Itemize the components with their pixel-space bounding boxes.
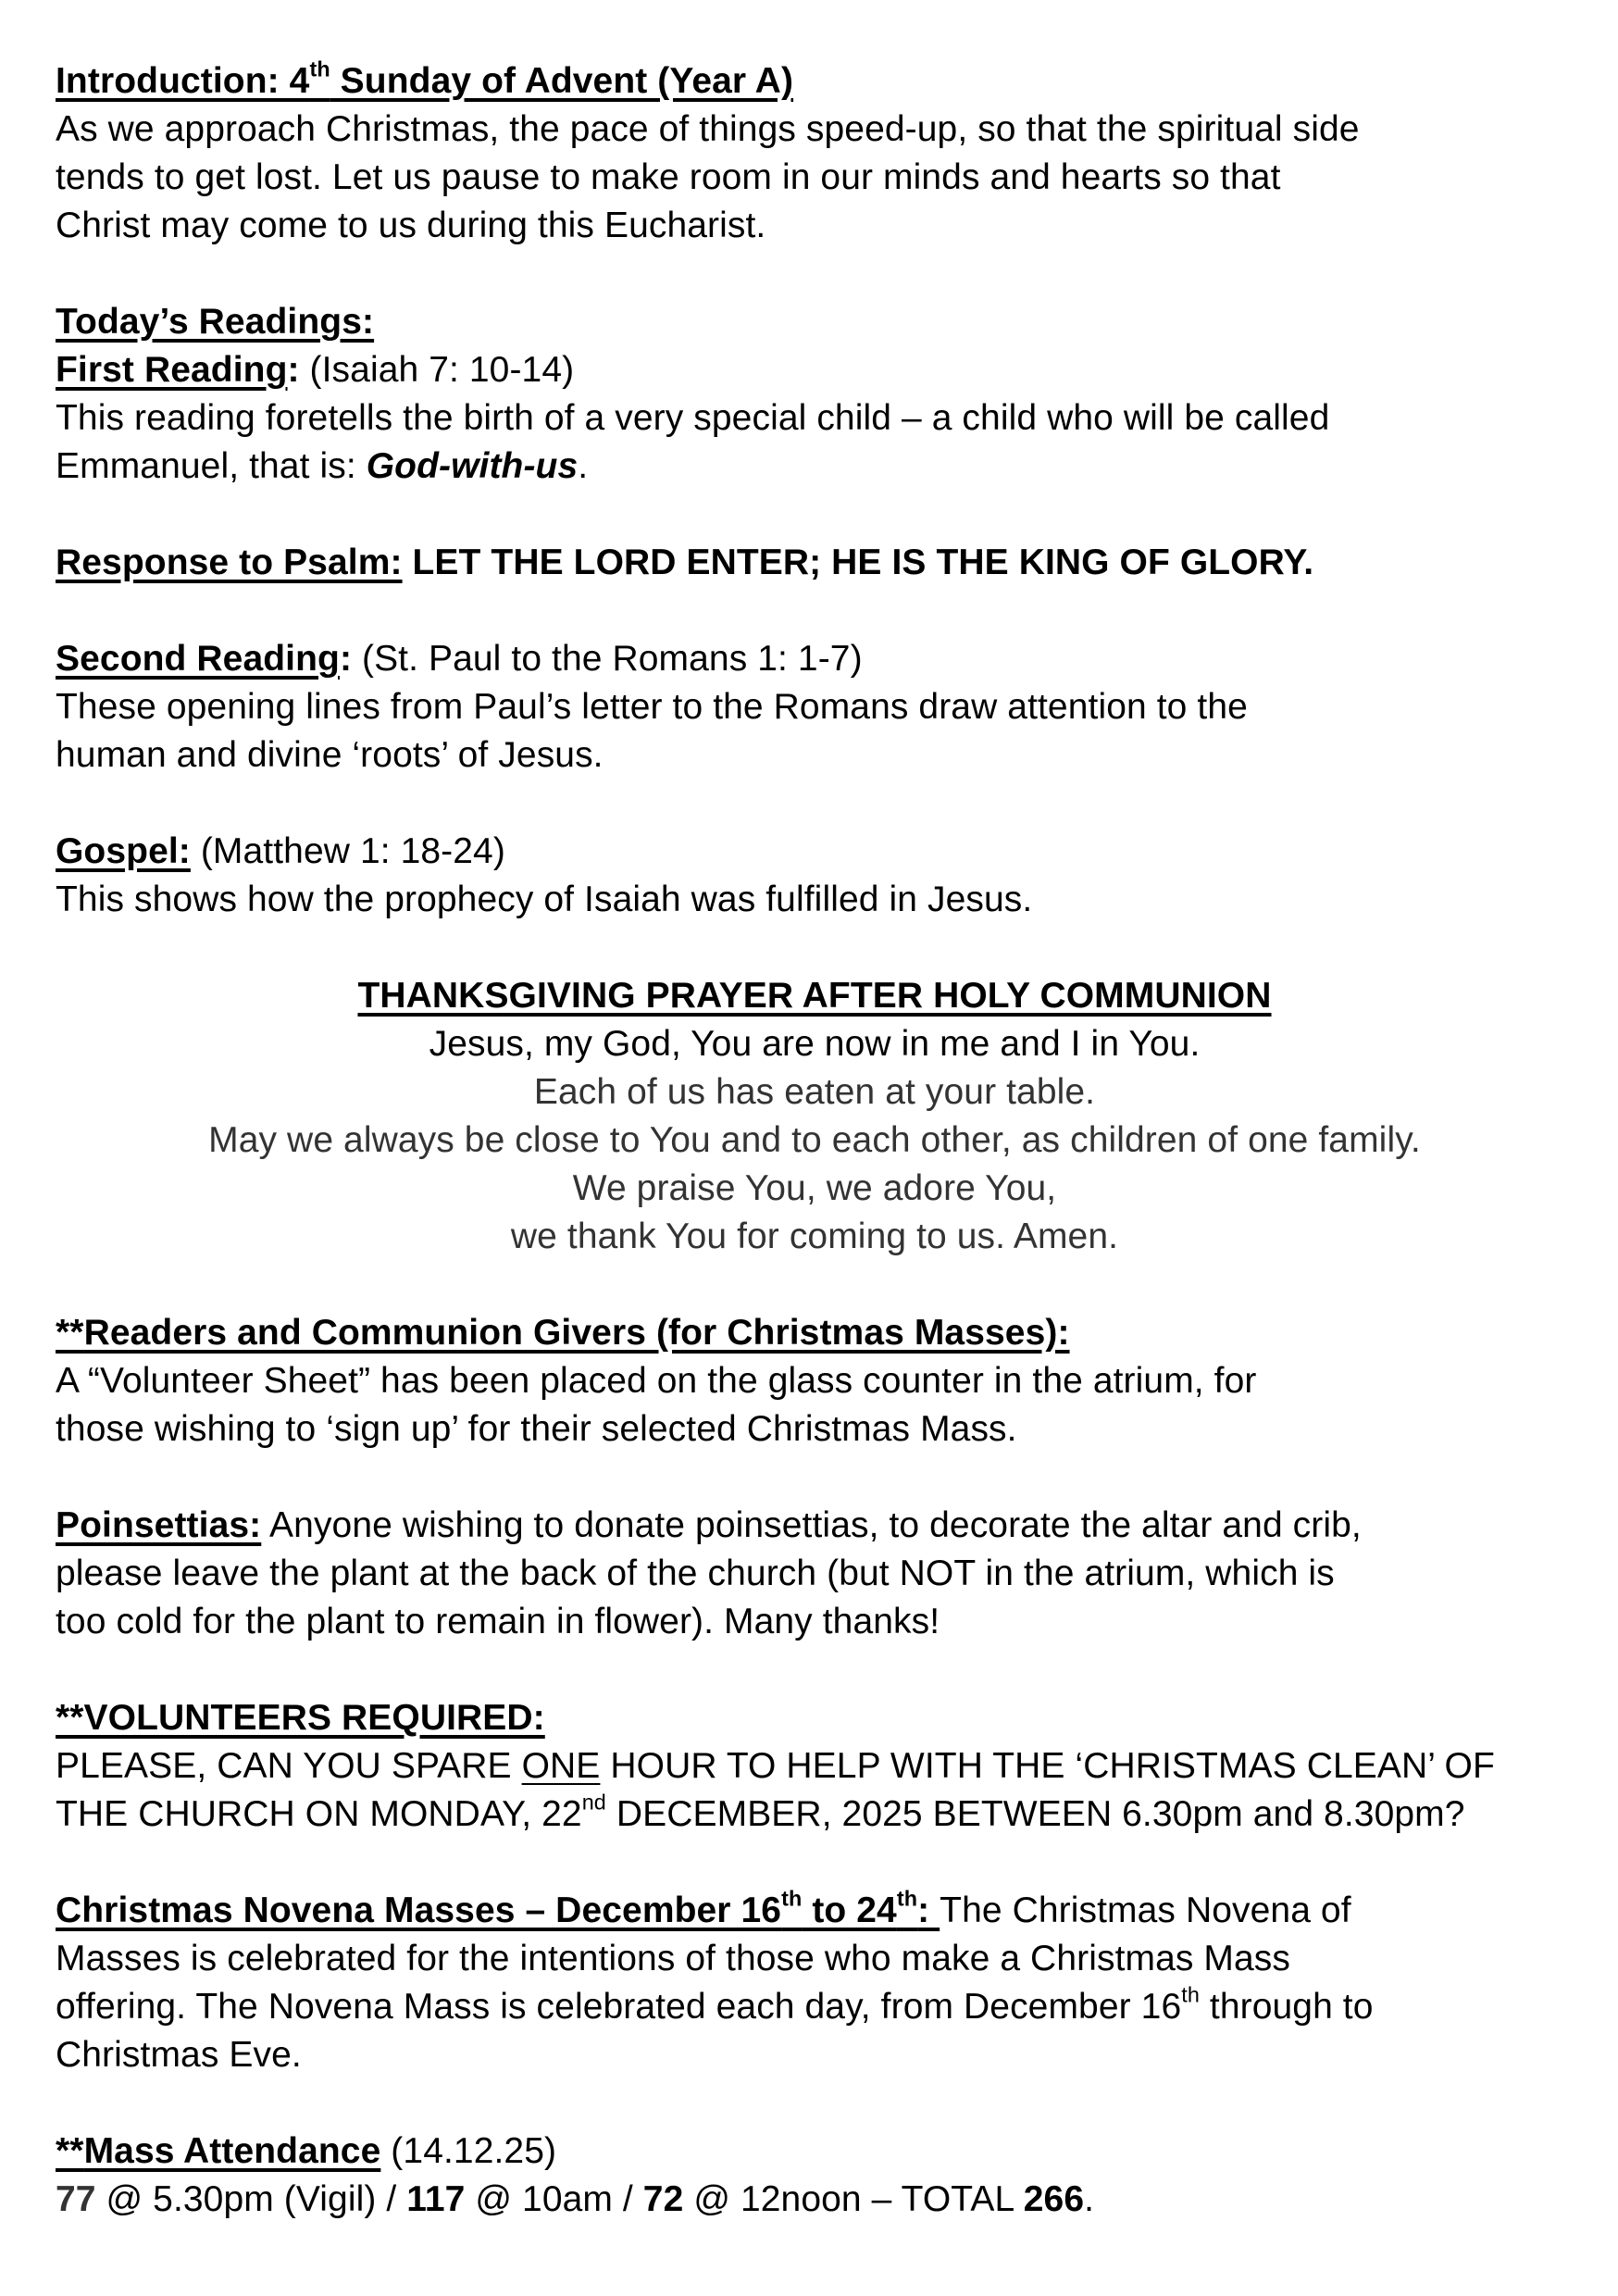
prayer-line: May we always be close to You and to each other, as children of one family. (208, 1120, 1421, 1160)
spacer (56, 1839, 1574, 1887)
poinsettias-line: too cold for the plant to remain in flower). Many thanks! (56, 1602, 940, 1641)
poinsettias-line: please leave the plant at the back of the church (but NOT in the atrium, which is (56, 1554, 1335, 1593)
second-reading-header: Second Reading: (St. Paul to the Romans 1: 1-7) (56, 639, 863, 679)
spacer (56, 587, 1574, 635)
novena-line: offering. The Novena Mass is celebrated each day, from December 16th through to (56, 1982, 1374, 2027)
first-reading-line: This reading foretells the birth of a very special child – a child who will be called (56, 398, 1330, 438)
first-reading-line: Emmanuel, that is: God-with-us. (56, 446, 589, 486)
spacer (56, 1646, 1574, 1694)
prayer-heading: THANKSGIVING PRAYER AFTER HOLY COMMUNION (357, 976, 1272, 1016)
prayer-line: We praise You, we adore You, (572, 1168, 1057, 1208)
introduction-section (56, 57, 1574, 250)
attendance-section (56, 2128, 1574, 2224)
readings-section (56, 298, 1574, 924)
first-reading-label: First Reading (56, 350, 288, 390)
readers-line: those wishing to ‘sign up’ for their selected Christmas Mass. (56, 1409, 1017, 1449)
attendance-total: 266 (1023, 2179, 1085, 2219)
readers-section (56, 1309, 1574, 1454)
first-reading-header: First Reading: (Isaiah 7: 10-14) (56, 350, 575, 390)
spacer (56, 491, 1574, 539)
psalm-label: Response to Psalm: (56, 543, 403, 582)
prayer-line: Jesus, my God, You are now in me and I in You. (429, 1024, 1201, 1064)
spacer (56, 924, 1574, 972)
volunteers-line: PLEASE, CAN YOU SPARE ONE HOUR TO HELP WITH THE ‘CHRISTMAS CLEAN’ OF (56, 1746, 1495, 1786)
attendance-count-12noon: 72 (642, 2179, 684, 2219)
attendance-date: (14.12.25) (380, 2131, 557, 2171)
novena-heading: Christmas Novena Masses – December 16th to 24th: (56, 1886, 940, 1930)
prayer-line: Each of us has eaten at your table. (533, 1072, 1096, 1112)
second-reading-line: human and divine ‘roots’ of Jesus. (56, 735, 604, 775)
psalm-response (56, 539, 1574, 587)
spacer (56, 2079, 1574, 2128)
second-reading-label: Second Reading (56, 639, 340, 679)
emphasis-one: ONE (521, 1746, 601, 1786)
spacer (56, 250, 1574, 298)
bulletin-page (56, 57, 1574, 2224)
readers-heading: **Readers and Communion Givers (for Christmas Masses): (56, 1313, 1070, 1353)
gospel-label: Gospel: (56, 831, 191, 871)
first-reading-reference: (Isaiah 7: 10-14) (299, 350, 575, 390)
novena-line: Masses is celebrated for the intentions of those who make a Christmas Mass (56, 1939, 1290, 1978)
introduction-line: As we approach Christmas, the pace of things speed-up, so that the spiritual side (56, 109, 1360, 149)
attendance-header (56, 2128, 1574, 2176)
novena-section (56, 1887, 1574, 2079)
poinsettias-section (56, 1502, 1574, 1646)
attendance-count-10am: 117 (406, 2179, 466, 2219)
thanksgiving-prayer-section (56, 972, 1574, 1261)
novena-line: Christmas Eve. (56, 2035, 302, 2075)
spacer (56, 1261, 1574, 1309)
volunteers-heading: **VOLUNTEERS REQUIRED: (56, 1698, 545, 1738)
introduction-line: Christ may come to us during this Eucharist. (56, 206, 766, 245)
introduction-heading: Introduction: 4th Sunday of Advent (Year A) (56, 56, 794, 101)
novena-line: Christmas Novena Masses – December 16th to 24th: The Christmas Novena of (56, 1886, 1351, 1930)
readings-heading: Today’s Readings: (56, 302, 375, 342)
poinsettias-line: Poinsettias: Anyone wishing to donate poinsettias, to decorate the altar and crib, (56, 1505, 1362, 1545)
readers-line: A “Volunteer Sheet” has been placed on the glass counter in the atrium, for (56, 1361, 1257, 1401)
spacer (56, 1454, 1574, 1502)
volunteers-section (56, 1694, 1574, 1839)
prayer-line: we thank You for coming to us. Amen. (510, 1217, 1119, 1256)
introduction-line: tends to get lost. Let us pause to make room in our minds and hearts so that (56, 157, 1281, 197)
poinsettias-heading: Poinsettias: (56, 1505, 262, 1545)
attendance-figures: 77 @ 5.30pm (Vigil) / 117 @ 10am / 72 @ 12noon – TOTAL 266. (56, 2179, 1095, 2219)
spacer (56, 780, 1574, 828)
second-reading-reference: (St. Paul to the Romans 1: 1-7) (352, 639, 863, 679)
psalm-text: LET THE LORD ENTER; HE IS THE KING OF GLORY. (402, 543, 1314, 582)
volunteers-line: THE CHURCH ON MONDAY, 22nd DECEMBER, 2025 BETWEEN 6.30pm and 8.30pm? (56, 1790, 1465, 1834)
emphasis-god-with-us: God-with-us (366, 446, 579, 486)
gospel-header (56, 828, 1574, 876)
gospel-reference: (Matthew 1: 18-24) (190, 831, 505, 871)
attendance-count-vigil: 77 (56, 2179, 96, 2219)
second-reading-line: These opening lines from Paul’s letter to the Romans draw attention to the (56, 687, 1248, 727)
attendance-heading: **Mass Attendance (56, 2131, 381, 2171)
gospel-line: This shows how the prophecy of Isaiah was fulfilled in Jesus. (56, 880, 1033, 919)
